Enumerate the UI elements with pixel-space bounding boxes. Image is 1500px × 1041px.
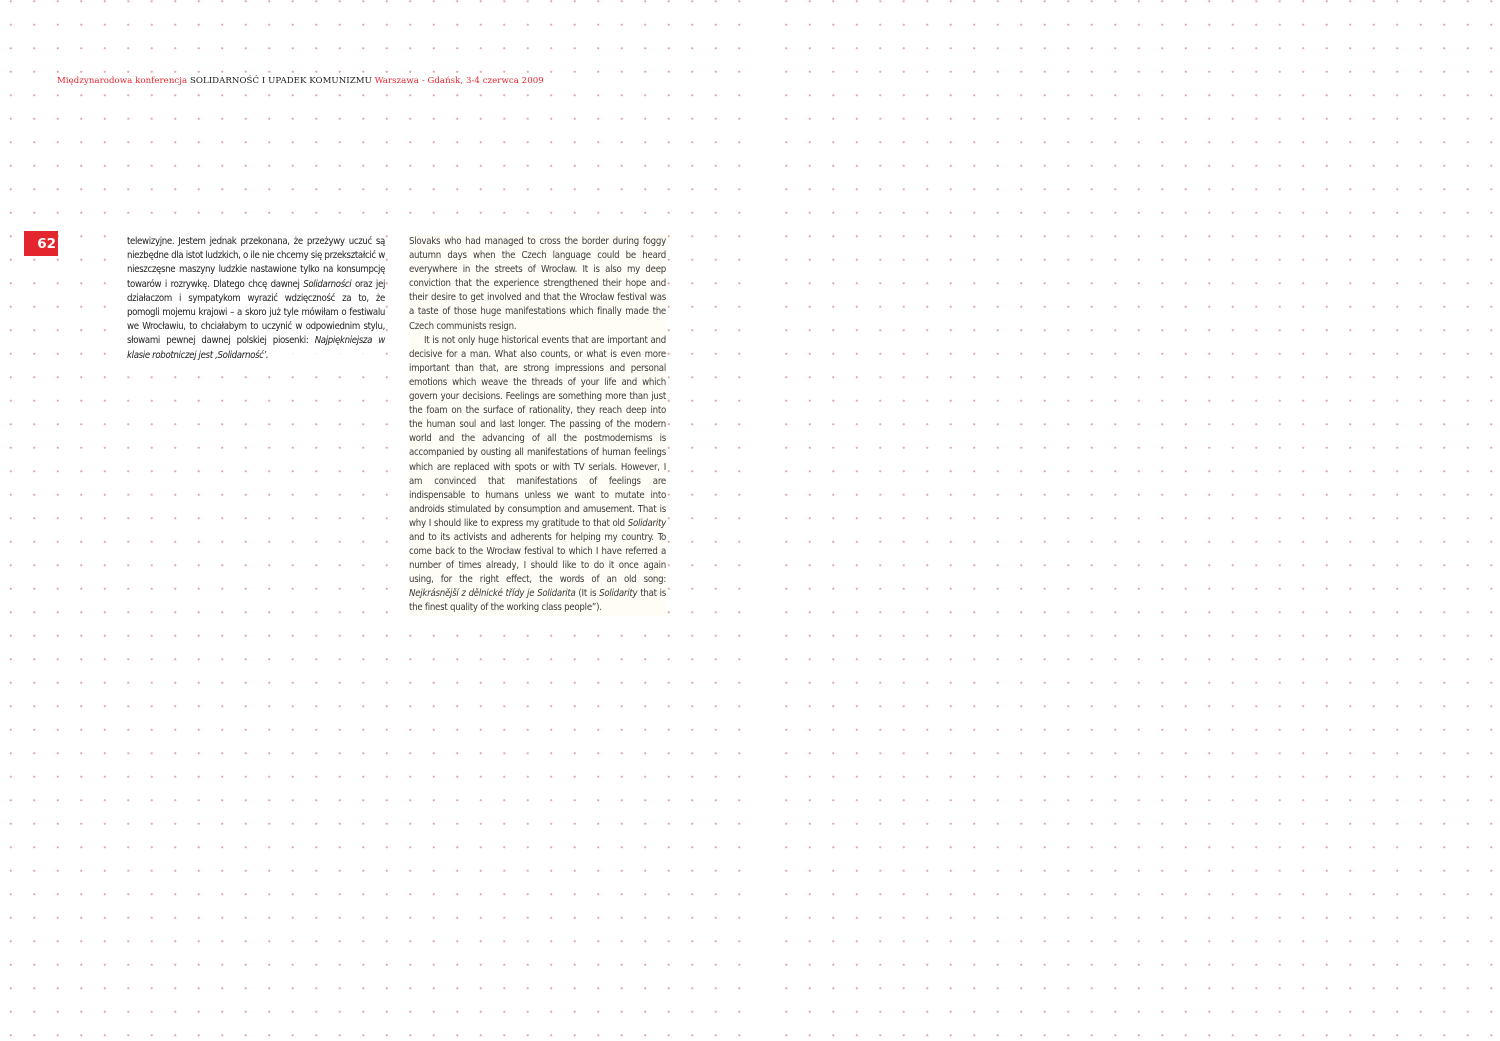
- english-text-3: (It is: [575, 588, 600, 600]
- english-text-4: that is the finest quality of the working class people”).: [409, 588, 666, 614]
- polish-text-1: telewizyjne. Jestem jednak przekonana, że przeżywy uczuć są niezbędne dla istot ludzkich, o ile nie chcemy się przekształcić w nieszczęsne maszyny ludzkie nastawione tylko na konsumpcję towarów i rozrywkę. Dlatego chcę dawnej: [127, 236, 385, 290]
- english-italic-2: Nejkrásnější z dělnické třídy je Solidarita: [409, 588, 576, 600]
- header-prefix: Międzynarodowa konferencja: [57, 76, 190, 86]
- polish-text-column: [127, 235, 385, 363]
- english-text-1: It is not only huge historical events that are important and decisive for a man. What also counts, or what is even more important than that, are strong impressions and personal emotions which weave the threads of your life and which govern your decisions. Feelings are something more than just the foam on the surface of rationality, they reach deep into the human soul and last longer. The passing of the modern world and the advancing of all the postmodernisms is accompanied by ousting all manifestations of human feelings which are replaced with spots or with TV serials. However, I am convinced that manifestations of feelings are indispensable to humans unless we want to mutate into androids stimulated by consumption and amusement. That is why I should like to express my gratitude to that old: [409, 334, 666, 529]
- polish-italic-2: Najpiękniejsza w klasie robotniczej jest ‚Solidarność’.: [127, 335, 385, 361]
- header-suffix: Warszawa - Gdańsk, 3-4 czerwca 2009: [371, 76, 544, 86]
- page-number-badge: [24, 231, 58, 256]
- header-title: SOLIDARNOŚĆ I UPADEK KOMUNIZMU: [189, 76, 372, 86]
- english-paragraph-1: Slovaks who had managed to cross the border during foggy autumn days when the Czech language could be heard everywhere in the streets of Wrocław. It is also my deep conviction that the experience strengthened their hope and their desire to get involved and that the Wrocław festival was a taste of those huge manifestations which finally made the Czech communists resign.: [409, 236, 666, 332]
- english-italic-1: Solidarity: [627, 517, 666, 529]
- polish-paragraph: [127, 235, 385, 363]
- polish-text-2: oraz jej działaczom i sympatykom wyrazić wdzięczność za to, że pomogli mojemu krajowi – a skoro już tyle mówiłam o festiwalu we Wrocławiu, to chciałabym to uczynić w odpowiednim stylu, słowami pewnej dawnej polskiej piosenki:: [127, 278, 385, 347]
- running-header: [57, 76, 544, 86]
- english-paragraph-2: [409, 334, 666, 616]
- page-number: 62: [37, 235, 56, 252]
- polish-italic-1: Solidarności: [303, 278, 352, 290]
- english-text-column: [409, 235, 666, 616]
- page-spine: [744, 0, 770, 1041]
- english-italic-3: Solidarity: [599, 588, 638, 600]
- english-text-2: and to its activists and adherents for helping my country. To come back to the Wrocław festival to which I have referred a number of times already, I should like to do it once again using, for the right effect, the words of an old song:: [409, 531, 666, 586]
